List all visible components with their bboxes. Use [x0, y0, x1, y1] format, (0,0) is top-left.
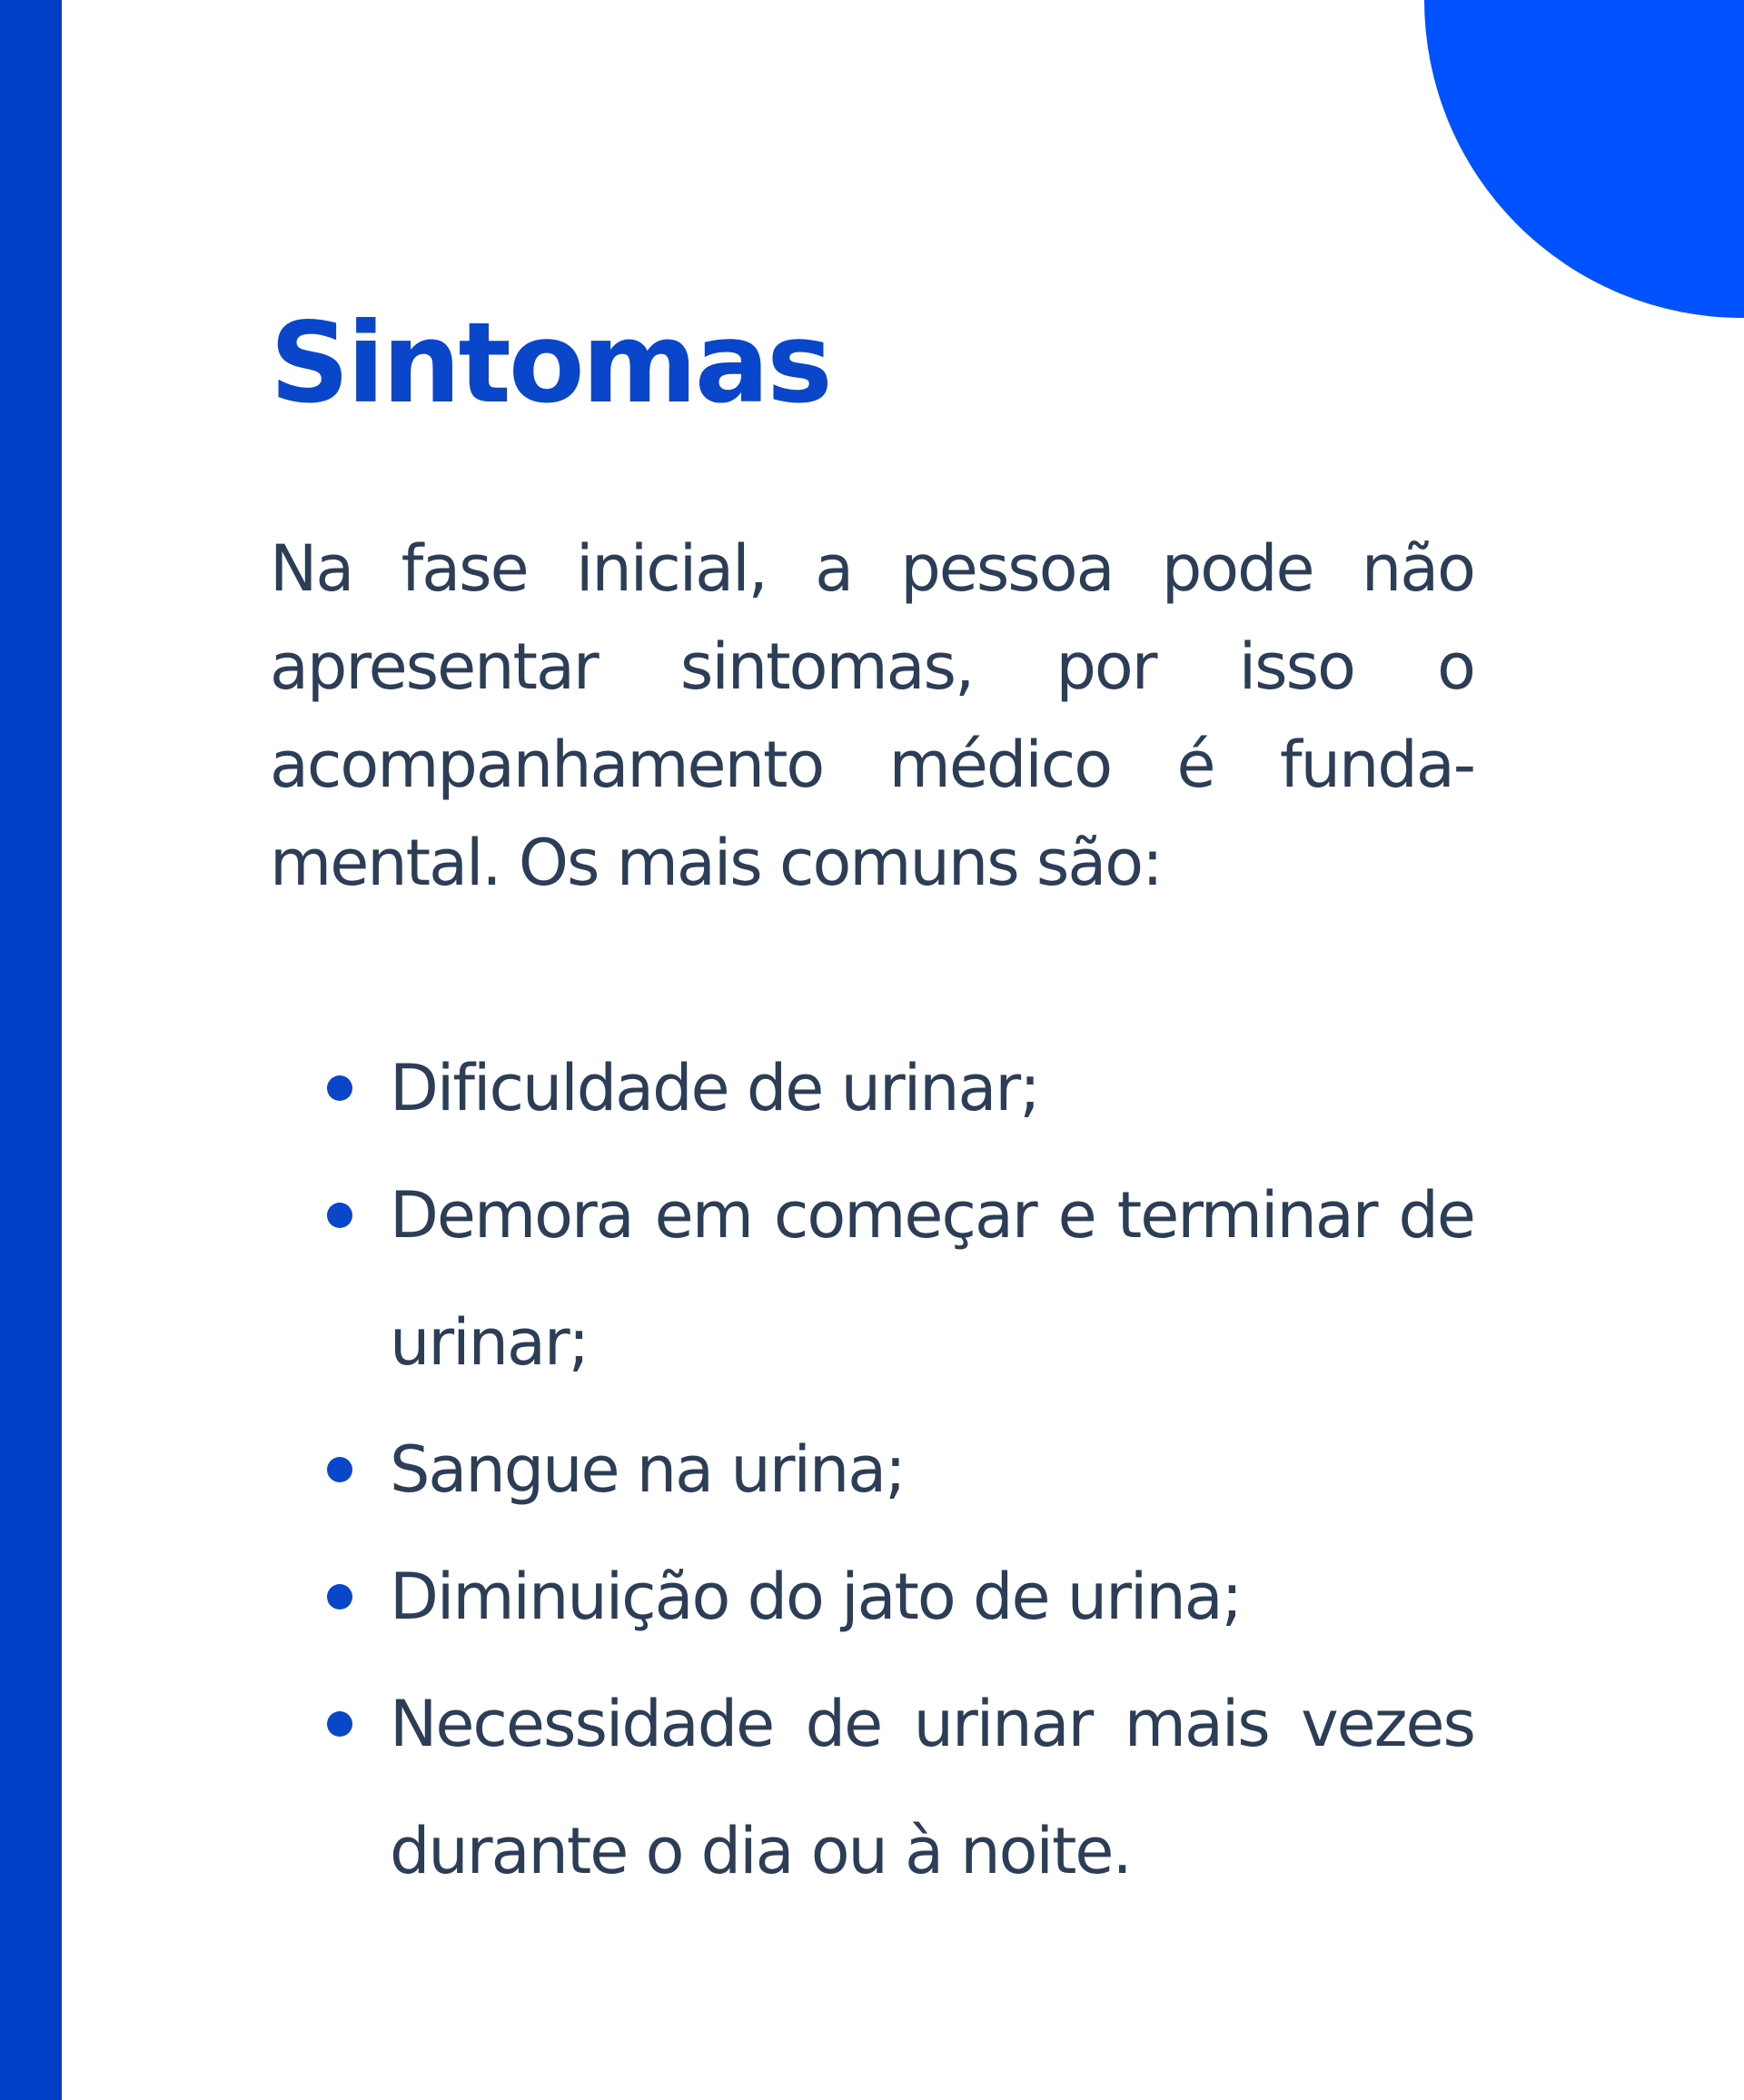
- bullet-dot-icon: [327, 1711, 352, 1737]
- list-item-text: Demora em começar e terminar de urinar;: [390, 1178, 1474, 1380]
- list-item-text: Sangue na urina;: [390, 1432, 905, 1507]
- page-title: Sintomas: [270, 299, 830, 428]
- bullet-dot-icon: [327, 1203, 352, 1228]
- list-item-text: Necessidade de urinar mais vezes durante o dia ou à noite.: [390, 1687, 1474, 1888]
- bullet-dot-icon: [327, 1457, 352, 1482]
- list-item: [270, 1660, 1474, 1915]
- intro-paragraph: Na fase inicial, a pessoa pode não apresentar sintomas, por isso o acompanhamento médico é funda-mental. Os mais comuns são:: [270, 531, 1474, 900]
- list-item-text: Diminuição do jato de urina;: [390, 1560, 1242, 1634]
- left-accent-bar: [0, 0, 62, 2100]
- corner-circle-decoration: [1424, 0, 1744, 318]
- list-item-text: Dificuldade de urinar;: [390, 1051, 1039, 1125]
- bullet-dot-icon: [327, 1075, 352, 1101]
- list-item: [270, 1025, 1474, 1152]
- list-item: [270, 1152, 1474, 1406]
- list-item: [270, 1406, 1474, 1533]
- symptoms-list: [270, 1025, 1474, 1915]
- list-item: [270, 1533, 1474, 1660]
- bullet-dot-icon: [327, 1584, 352, 1610]
